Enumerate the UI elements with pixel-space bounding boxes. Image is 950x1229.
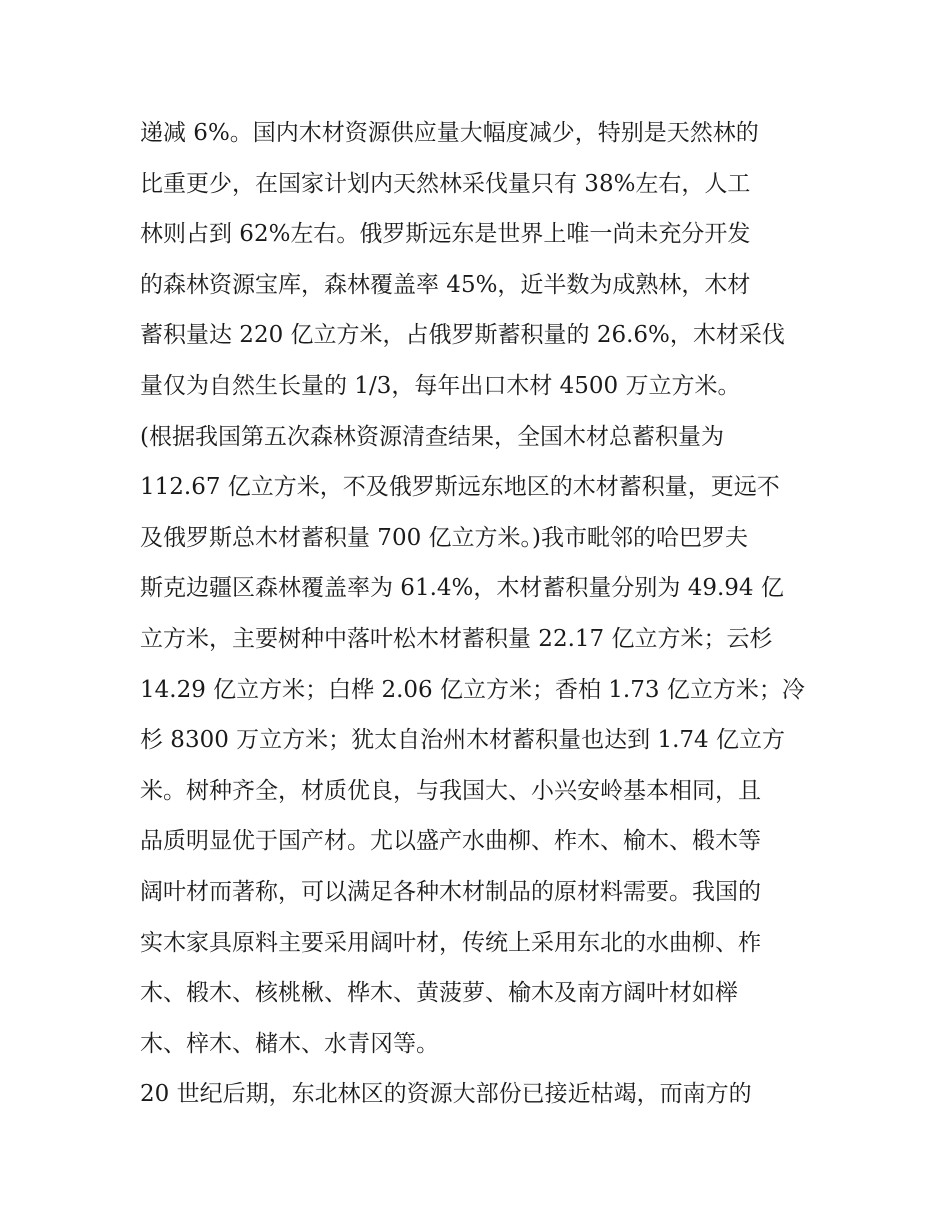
text-line: 立方米，主要树种中落叶松木材蓄积量 22.17 亿立方米；云杉 <box>140 625 773 652</box>
text-line: 14.29 亿立方米；白桦 2.06 亿立方米；香柏 1.73 亿立方米；冷 <box>140 676 805 703</box>
text-line: 阔叶材而著称，可以满足各种木材制品的原材料需要。我国的 <box>140 878 761 905</box>
text-line: 木、梓木、槠木、水青冈等。 <box>140 1030 439 1057</box>
text-line: 量仅为自然生长量的 1/3，每年出口木材 4500 万立方米。 <box>140 372 741 399</box>
text-line: (根据我国第五次森林资源清查结果，全国木材总蓄积量为 <box>140 423 724 450</box>
text-line: 比重更少，在国家计划内天然林采伐量只有 38%左右，人工 <box>140 170 751 197</box>
text-line: 的森林资源宝库，森林覆盖率 45%，近半数为成熟林，木材 <box>140 271 751 298</box>
text-line: 及俄罗斯总木材蓄积量 700 亿立方米。)我市毗邻的哈巴罗夫 <box>140 524 748 551</box>
text-line: 20 世纪后期，东北林区的资源大部份已接近枯竭，而南方的 <box>140 1081 752 1108</box>
body-text <box>140 108 820 1120</box>
text-line: 实木家具原料主要采用阔叶材，传统上采用东北的水曲柳、柞 <box>140 929 761 956</box>
text-line: 递减 6%。国内木材资源供应量大幅度减少，特别是天然林的 <box>140 120 759 146</box>
text-line: 木、椴木、核桃楸、桦木、黄菠萝、榆木及南方阔叶材如榉 <box>140 980 738 1007</box>
text-line: 112.67 亿立方米，不及俄罗斯远东地区的木材蓄积量，更远不 <box>140 474 780 501</box>
text-line: 蓄积量达 220 亿立方米，占俄罗斯蓄积量的 26.6%，木材采伐 <box>140 322 785 349</box>
text-line: 米。树种齐全，材质优良，与我国大、小兴安岭基本相同，且 <box>140 777 761 804</box>
text-line: 品质明显优于国产材。尤以盛产水曲柳、柞木、榆木、椴木等 <box>140 828 761 855</box>
text-line: 林则占到 62%左右。俄罗斯远东是世界上唯一尚未充分开发 <box>140 221 751 248</box>
text-line: 杉 8300 万立方米；犹太自治州木材蓄积量也达到 1.74 亿立方 <box>140 727 785 754</box>
text-line: 斯克边疆区森林覆盖率为 61.4%，木材蓄积量分别为 49.94 亿 <box>140 575 784 602</box>
